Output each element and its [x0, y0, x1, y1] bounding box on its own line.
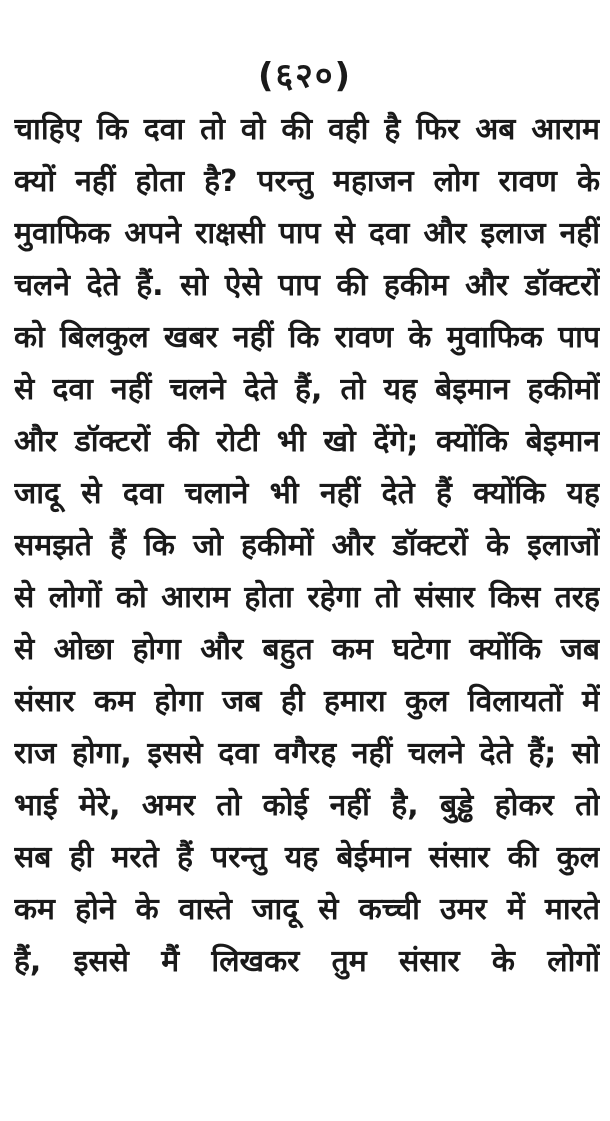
text-line: से दवा नहीं चलने देते हैं, तो यह बेइमान हकीमों — [14, 372, 600, 407]
text-line: को बिलकुल खबर नहीं कि रावण के मुवाफिक पाप — [14, 320, 600, 355]
text-line: क्यों नहीं होता है? परन्तु महाजन लोग रावण के — [14, 164, 600, 199]
text-line: से ओछा होगा और बहुत कम घटेगा क्योंकि जब — [14, 632, 600, 667]
page-number: (६२०) — [257, 56, 353, 96]
body-text — [14, 104, 600, 988]
text-line: से लोगों को आराम होता रहेगा तो संसार किस तरह — [14, 580, 600, 615]
text-line: समझते हैं कि जो हकीमों और डॉक्टरों के इलाजों — [14, 528, 600, 563]
text-line: चाहिए कि दवा तो वो की वही है फिर अब आराम — [14, 112, 600, 147]
text-line: भाई मेरे, अमर तो कोई नहीं है, बुड्ढे होकर तो — [14, 788, 600, 823]
text-line: हैं, इससे मैं लिखकर तुम संसार के लोगों — [14, 944, 600, 979]
text-line: मुवाफिक अपने राक्षसी पाप से दवा और इलाज नहीं — [14, 216, 600, 251]
text-line: और डॉक्टरों की रोटी भी खो देंगे; क्योंकि बेइमान — [14, 424, 600, 459]
text-line: कम होने के वास्ते जादू से कच्ची उमर में मारते — [14, 892, 600, 927]
text-line: राज होगा, इससे दवा वगैरह नहीं चलने देते हैं; सो — [14, 736, 600, 771]
text-line: जादू से दवा चलाने भी नहीं देते हैं क्योंकि यह — [14, 476, 600, 511]
text-line: चलने देते हैं. सो ऐसे पाप की हकीम और डॉक्टरों — [14, 268, 600, 303]
text-line: संसार कम होगा जब ही हमारा कुल विलायतों में — [14, 684, 600, 719]
text-line: सब ही मरते हैं परन्तु यह बेईमान संसार की कुल — [14, 840, 600, 875]
